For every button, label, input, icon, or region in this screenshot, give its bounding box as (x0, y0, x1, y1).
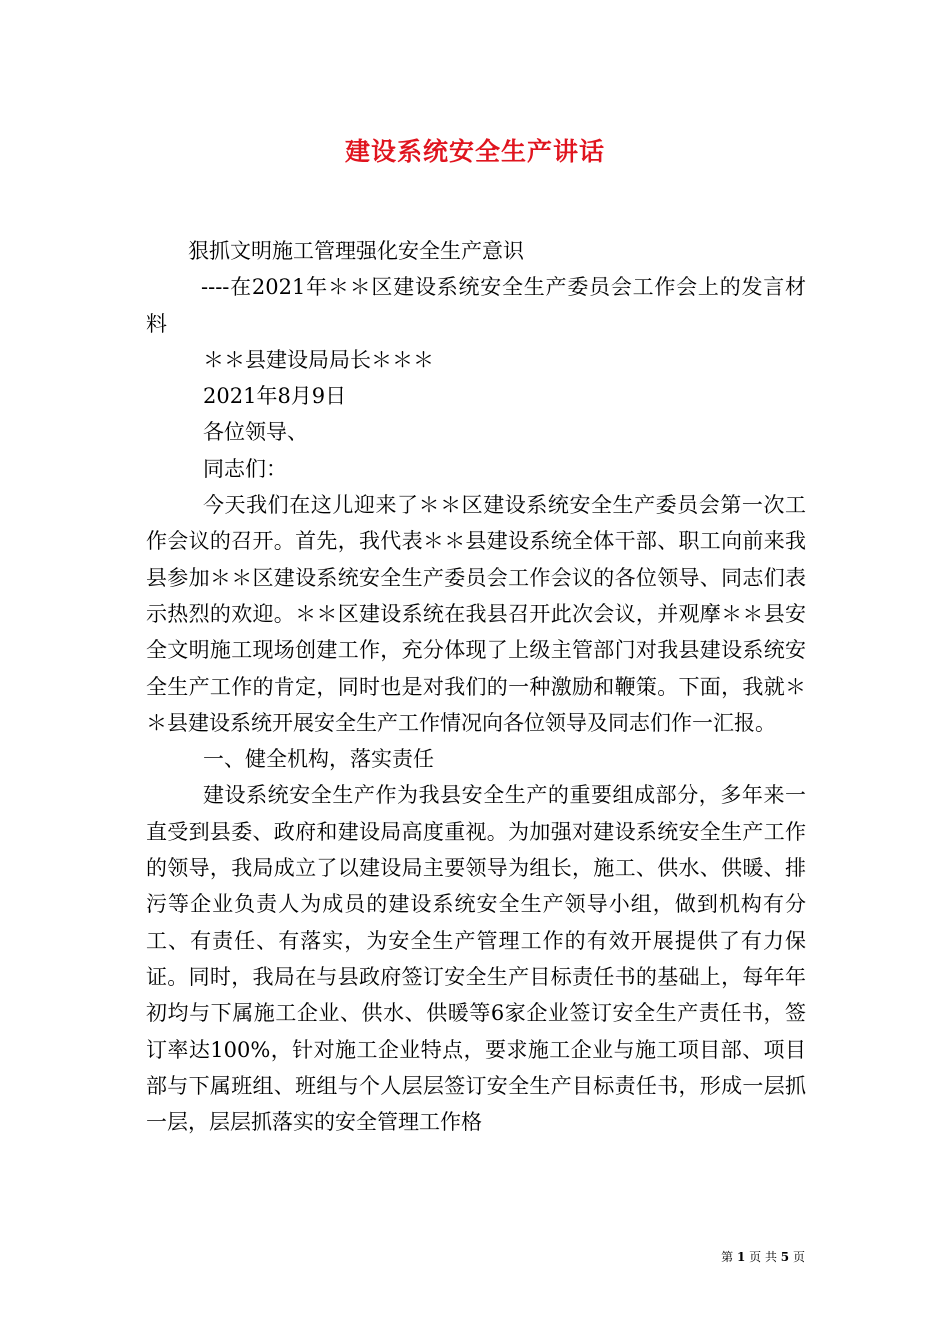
page-footer (721, 1248, 805, 1265)
document-title: 建设系统安全生产讲话 (344, 137, 605, 166)
speech-date: 2021年8月9日 (203, 384, 347, 409)
paragraph-intro: 今天我们在这儿迎来了＊＊区建设系统安全生产委员会第一次工作会议的召开。首先，我代表＊＊县建设系统全体干部、职工向前来我县参加＊＊区建设系统安全生产委员会工作会议的各位领导、同志们表示热烈的欢迎。＊＊区建设系统在我县召开此次会议，并观摩＊＊县安全文明施工现场创建工作，充分体现了上级主管部门对我县建设系统安全生产工作的肯定，同时也是对我们的一种激励和鞭策。下面，我就＊＊县建设系统开展安全生产工作情况向各位领导及同志们作一汇报。 (146, 493, 806, 735)
speech-subtitle: ----在2021年＊＊区建设系统安全生产委员会工作会上的发言材料 (146, 275, 806, 336)
footer-total-pages: 5 (780, 1250, 790, 1264)
footer-middle: 页 共 (749, 1250, 777, 1264)
greeting-comrades: 同志们： (203, 456, 287, 481)
document-body (146, 233, 806, 1140)
speech-heading: 狠抓文明施工管理强化安全生产意识 (188, 239, 524, 263)
footer-current-page: 1 (736, 1250, 746, 1264)
footer-prefix: 第 (721, 1250, 734, 1264)
section-heading-1: 一、健全机构，落实责任 (203, 747, 434, 772)
footer-suffix: 页 (792, 1250, 805, 1264)
paragraph-section-1: 建设系统安全生产作为我县安全生产的重要组成部分，多年来一直受到县委、政府和建设局高度重视。为加强对建设系统安全生产工作的领导，我局成立了以建设局主要领导为组长，施工、供水、供暖、排污等企业负责人为成员的建设系统安全生产领导小组，做到机构有分工、有责任、有落实，为安全生产管理工作的有效开展提供了有力保证。同时，我局在与县政府签订安全生产目标责任书的基础上，每年年初均与下属施工企业、供水、供暖等6家企业签订安全生产责任书，签订率达100%，针对施工企业特点，要求施工企业与施工项目部、项目部与下属班组、班组与个人层层签订安全生产目标责任书，形成一层抓一层，层层抓落实的安全管理工作格 (146, 783, 806, 1135)
speech-author: ＊＊县建设局局长＊＊＊ (203, 347, 434, 372)
greeting-leaders: 各位领导、 (203, 420, 308, 445)
